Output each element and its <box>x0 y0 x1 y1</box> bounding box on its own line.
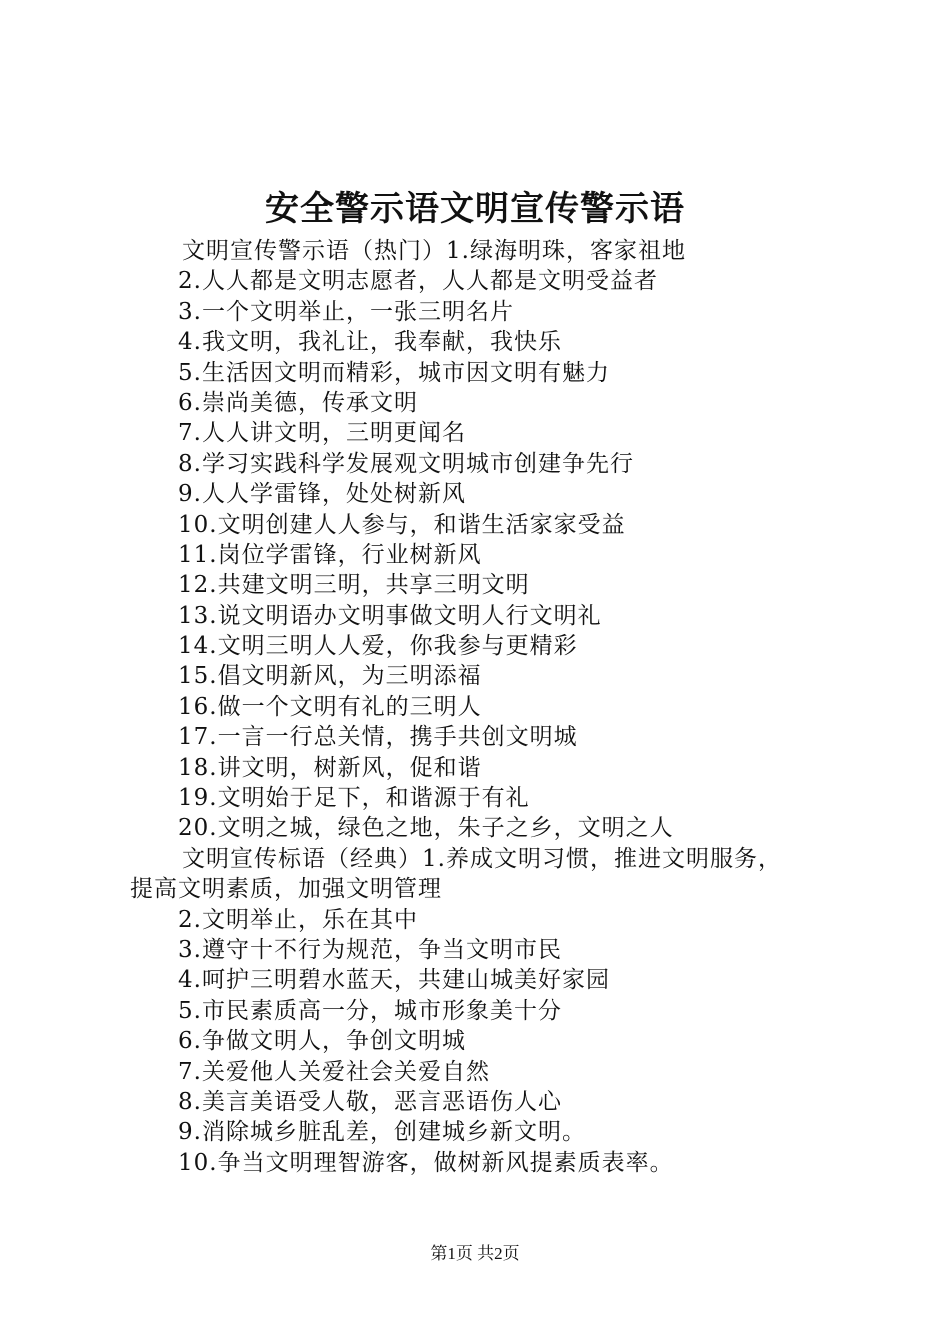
slogan-line: 9.人人学雷锋，处处树新风 <box>178 481 466 508</box>
slogan-line: 8.学习实践科学发展观文明城市创建争先行 <box>178 450 634 477</box>
slogan-line: 18.讲文明，树新风，促和谐 <box>178 754 482 781</box>
slogan-line: 2.人人都是文明志愿者，人人都是文明受益者 <box>178 268 658 295</box>
slogan-line: 16.做一个文明有礼的三明人 <box>178 693 482 720</box>
slogan-line: 7.关爱他人关爱社会关爱自然 <box>178 1058 490 1085</box>
slogan-line: 19.文明始于足下，和谐源于有礼 <box>178 785 530 812</box>
slogan-line: 6.争做文明人，争创文明城 <box>178 1028 466 1055</box>
slogan-line: 5.生活因文明而精彩，城市因文明有魅力 <box>178 359 610 386</box>
slogan-line: 2.文明举止，乐在其中 <box>178 906 418 933</box>
section1-intro: 文明宣传警示语（热门）1.绿海明珠，客家祖地 <box>182 238 686 264</box>
slogan-line: 9.消除城乡脏乱差，创建城乡新文明。 <box>178 1119 586 1146</box>
slogan-line: 14.文明三明人人爱，你我参与更精彩 <box>178 633 578 660</box>
slogan-line: 4.我文明，我礼让，我奉献，我快乐 <box>178 329 562 356</box>
section2-intro-line2: 提高文明素质，加强文明管理 <box>130 876 442 903</box>
slogan-line: 4.呵护三明碧水蓝天，共建山城美好家园 <box>178 967 610 994</box>
slogan-line: 7.人人讲文明，三明更闻名 <box>178 420 466 447</box>
slogan-line: 20.文明之城，绿色之地，朱子之乡，文明之人 <box>178 815 674 842</box>
slogan-line: 17.一言一行总关情，携手共创文明城 <box>178 724 578 751</box>
slogan-line: 5.市民素质高一分，城市形象美十分 <box>178 997 562 1024</box>
slogan-line: 11.岗位学雷锋，行业树新风 <box>178 541 482 568</box>
slogan-line: 10.文明创建人人参与，和谐生活家家受益 <box>178 511 626 538</box>
slogan-line: 6.崇尚美德，传承文明 <box>178 389 418 416</box>
slogan-line: 13.说文明语办文明事做文明人行文明礼 <box>178 602 602 629</box>
slogan-line: 3.一个文明举止，一张三明名片 <box>178 298 514 325</box>
slogan-line: 8.美言美语受人敬，恶言恶语伤人心 <box>178 1088 562 1115</box>
document-title: 安全警示语文明宣传警示语 <box>265 189 685 229</box>
document-body <box>130 236 830 1178</box>
slogan-line: 15.倡文明新风，为三明添福 <box>178 663 482 690</box>
section2-intro-line1: 文明宣传标语（经典）1.养成文明习惯，推进文明服务， <box>182 845 782 872</box>
slogan-line: 3.遵守十不行为规范，争当文明市民 <box>178 936 562 963</box>
page-number-footer: 第1页 共2页 <box>430 1244 520 1263</box>
slogan-line: 12.共建文明三明，共享三明文明 <box>178 572 530 599</box>
slogan-line: 10.争当文明理智游客，做树新风提素质表率。 <box>178 1149 674 1176</box>
